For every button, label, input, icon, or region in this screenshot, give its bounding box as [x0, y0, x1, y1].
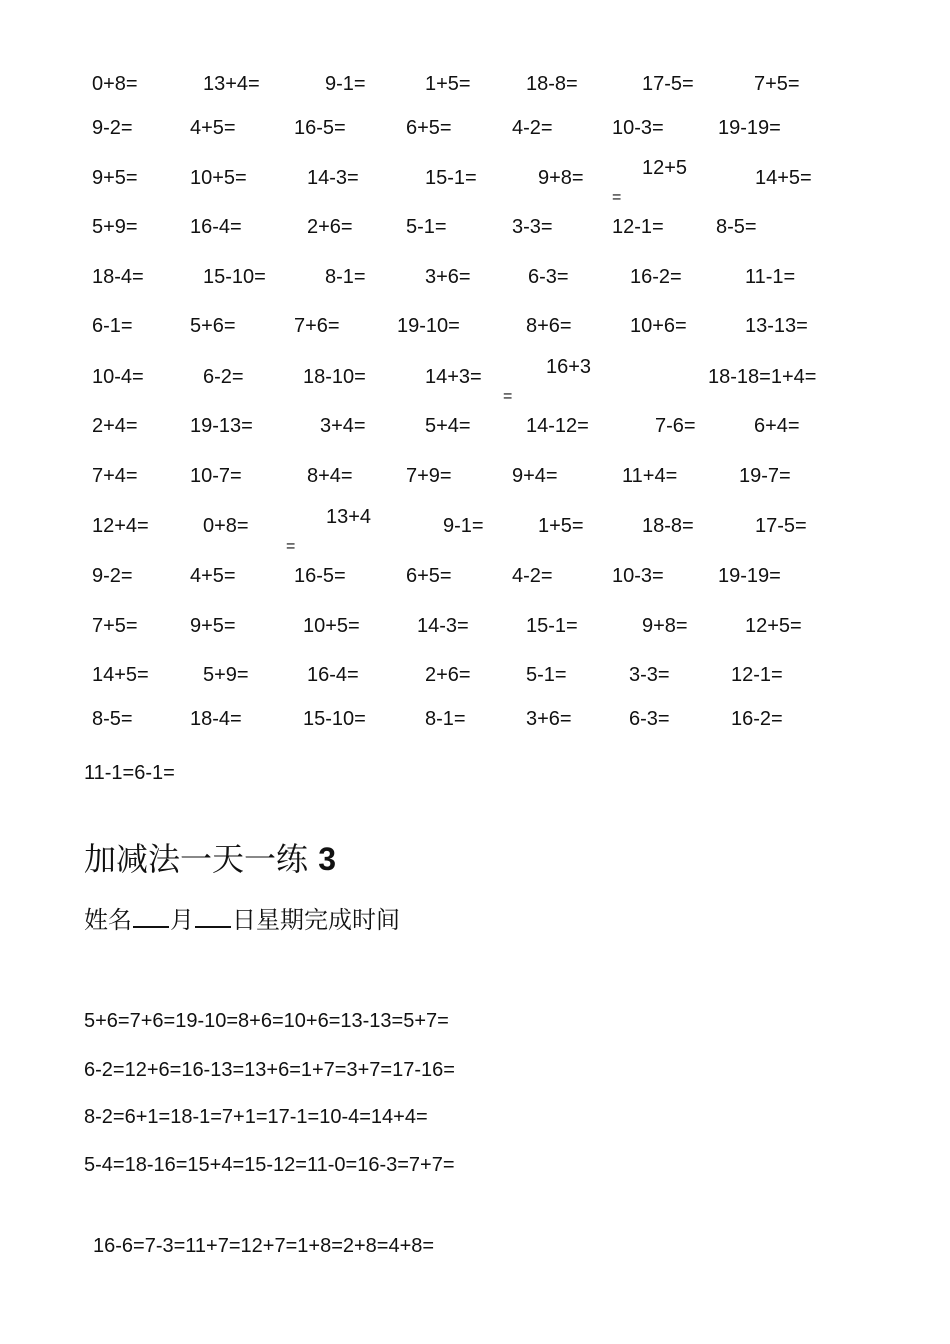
problem: 14+3=: [425, 366, 482, 388]
month-blank[interactable]: [195, 908, 231, 928]
problem: 11+4=: [622, 465, 678, 487]
problem: 17-5=: [755, 515, 807, 537]
problem: 14+5=: [92, 664, 149, 686]
page-title: [84, 840, 336, 878]
problem: 8+6=: [526, 315, 572, 337]
title-text: 加减法一天一练: [84, 840, 309, 878]
problem: 16-5=: [294, 117, 346, 139]
problem: 18-10=: [303, 366, 366, 388]
problem: 3-3=: [629, 664, 670, 686]
problem-line: 8-2=6+1=18-1=7+1=17-1=10-4=14+4=: [84, 1106, 428, 1128]
problem: 8+4=: [307, 465, 353, 487]
problem-line: 16-6=7-3=11+7=12+7=1+8=2+8=4+8=: [93, 1235, 435, 1257]
problem: 10-4=: [92, 366, 144, 388]
problem: 19-13=: [190, 415, 253, 437]
problem: 7+6=: [294, 315, 340, 337]
problem: 5-1=: [526, 664, 567, 686]
problem-equals: =: [503, 388, 513, 405]
problem: 13-13=: [745, 315, 808, 337]
problem: 10+5=: [303, 615, 360, 637]
problem: 9-2=: [92, 117, 133, 139]
problem: 3+6=: [425, 266, 471, 288]
title-number: 3: [318, 841, 336, 877]
problem: 16-2=: [630, 266, 682, 288]
problem: 10-3=: [612, 565, 664, 587]
problem: 8-1=: [425, 708, 466, 730]
problem: 16+3: [546, 356, 592, 378]
problem: 6-1=: [92, 315, 133, 337]
problem: 16-4=: [190, 216, 242, 238]
problem: 9-1=: [325, 73, 366, 95]
problem: 18-8=: [642, 515, 694, 537]
info-rest-label: 日星期完成时间: [232, 906, 400, 934]
problem: 0+8=: [92, 73, 138, 95]
problem: 4+5=: [190, 565, 236, 587]
problem: 12+4=: [92, 515, 149, 537]
problem-equals: =: [612, 189, 622, 206]
problem: 9-1=: [443, 515, 484, 537]
problem: 15-1=: [526, 615, 578, 637]
problem: 10-3=: [612, 117, 664, 139]
problem: 7+5=: [754, 73, 800, 95]
problem: 6+5=: [406, 565, 452, 587]
problem: 5+9=: [203, 664, 249, 686]
problem: 5+4=: [425, 415, 471, 437]
problem: 16-2=: [731, 708, 783, 730]
problem: 5-1=: [406, 216, 447, 238]
problem: 9+5=: [190, 615, 236, 637]
problem-line: 6-2=12+6=16-13=13+6=1+7=3+7=17-16=: [84, 1059, 455, 1081]
problem: 6-2=: [203, 366, 244, 388]
problem: 2+4=: [92, 415, 138, 437]
problem: 6-3=: [629, 708, 670, 730]
problem: 3+6=: [526, 708, 572, 730]
problem: 12-1=: [612, 216, 664, 238]
student-info-line: [84, 908, 400, 932]
problem: 10+5=: [190, 167, 247, 189]
problem: 5+9=: [92, 216, 138, 238]
name-label: 姓名: [84, 906, 132, 934]
problem: 16-4=: [307, 664, 359, 686]
problem: 4+5=: [190, 117, 236, 139]
problem: 4-2=: [512, 565, 553, 587]
problem: 11-1=: [745, 266, 796, 288]
problem-equals: =: [286, 538, 296, 555]
problem: 8-1=: [325, 266, 366, 288]
problem: 7+9=: [406, 465, 452, 487]
problem: 19-7=: [739, 465, 791, 487]
problem-line: 5+6=7+6=19-10=8+6=10+6=13-13=5+7=: [84, 1010, 449, 1032]
name-blank[interactable]: [133, 908, 169, 928]
problem-line: 5-4=18-16=15+4=15-12=11-0=16-3=7+7=: [84, 1154, 455, 1176]
problem: 3+4=: [320, 415, 366, 437]
problem: 4-2=: [512, 117, 553, 139]
problem: 17-5=: [642, 73, 694, 95]
problem: 13+4: [326, 506, 372, 528]
problem: 9+8=: [538, 167, 584, 189]
problem: 1+5=: [425, 73, 471, 95]
problem: 8-5=: [92, 708, 133, 730]
problem: 12+5: [642, 157, 688, 179]
problem: 6-3=: [528, 266, 569, 288]
problem: 19-19=: [718, 117, 781, 139]
problem: 14-3=: [417, 615, 469, 637]
problem: 14-12=: [526, 415, 589, 437]
month-label: 月: [170, 906, 194, 934]
problem: 18-8=: [526, 73, 578, 95]
problem: 0+8=: [203, 515, 249, 537]
problem: 5+6=: [190, 315, 236, 337]
trailing-problems: 11-1=6-1=: [84, 762, 175, 784]
problem: 12+5=: [745, 615, 802, 637]
problem: 18-18=1+4=: [708, 366, 817, 388]
problem: 6+4=: [754, 415, 800, 437]
problem: 1+5=: [538, 515, 584, 537]
problem: 9-2=: [92, 565, 133, 587]
problem: 3-3=: [512, 216, 553, 238]
problem: 8-5=: [716, 216, 757, 238]
problem: 9+5=: [92, 167, 138, 189]
problem: 14-3=: [307, 167, 359, 189]
problem: 9+8=: [642, 615, 688, 637]
problem: 18-4=: [190, 708, 242, 730]
problem: 2+6=: [425, 664, 471, 686]
problem: 10+6=: [630, 315, 687, 337]
problem: 7-6=: [655, 415, 696, 437]
problem: 15-10=: [203, 266, 266, 288]
problem: 19-10=: [397, 315, 460, 337]
problem: 7+4=: [92, 465, 138, 487]
problem: 13+4=: [203, 73, 260, 95]
problem: 12-1=: [731, 664, 783, 686]
problem: 9+4=: [512, 465, 558, 487]
problem: 14+5=: [755, 167, 812, 189]
problem: 2+6=: [307, 216, 353, 238]
problem: 15-10=: [303, 708, 366, 730]
problem: 18-4=: [92, 266, 144, 288]
problem: 16-5=: [294, 565, 346, 587]
problem: 19-19=: [718, 565, 781, 587]
problem: 6+5=: [406, 117, 452, 139]
problem: 7+5=: [92, 615, 138, 637]
problem: 10-7=: [190, 465, 242, 487]
problem: 15-1=: [425, 167, 477, 189]
